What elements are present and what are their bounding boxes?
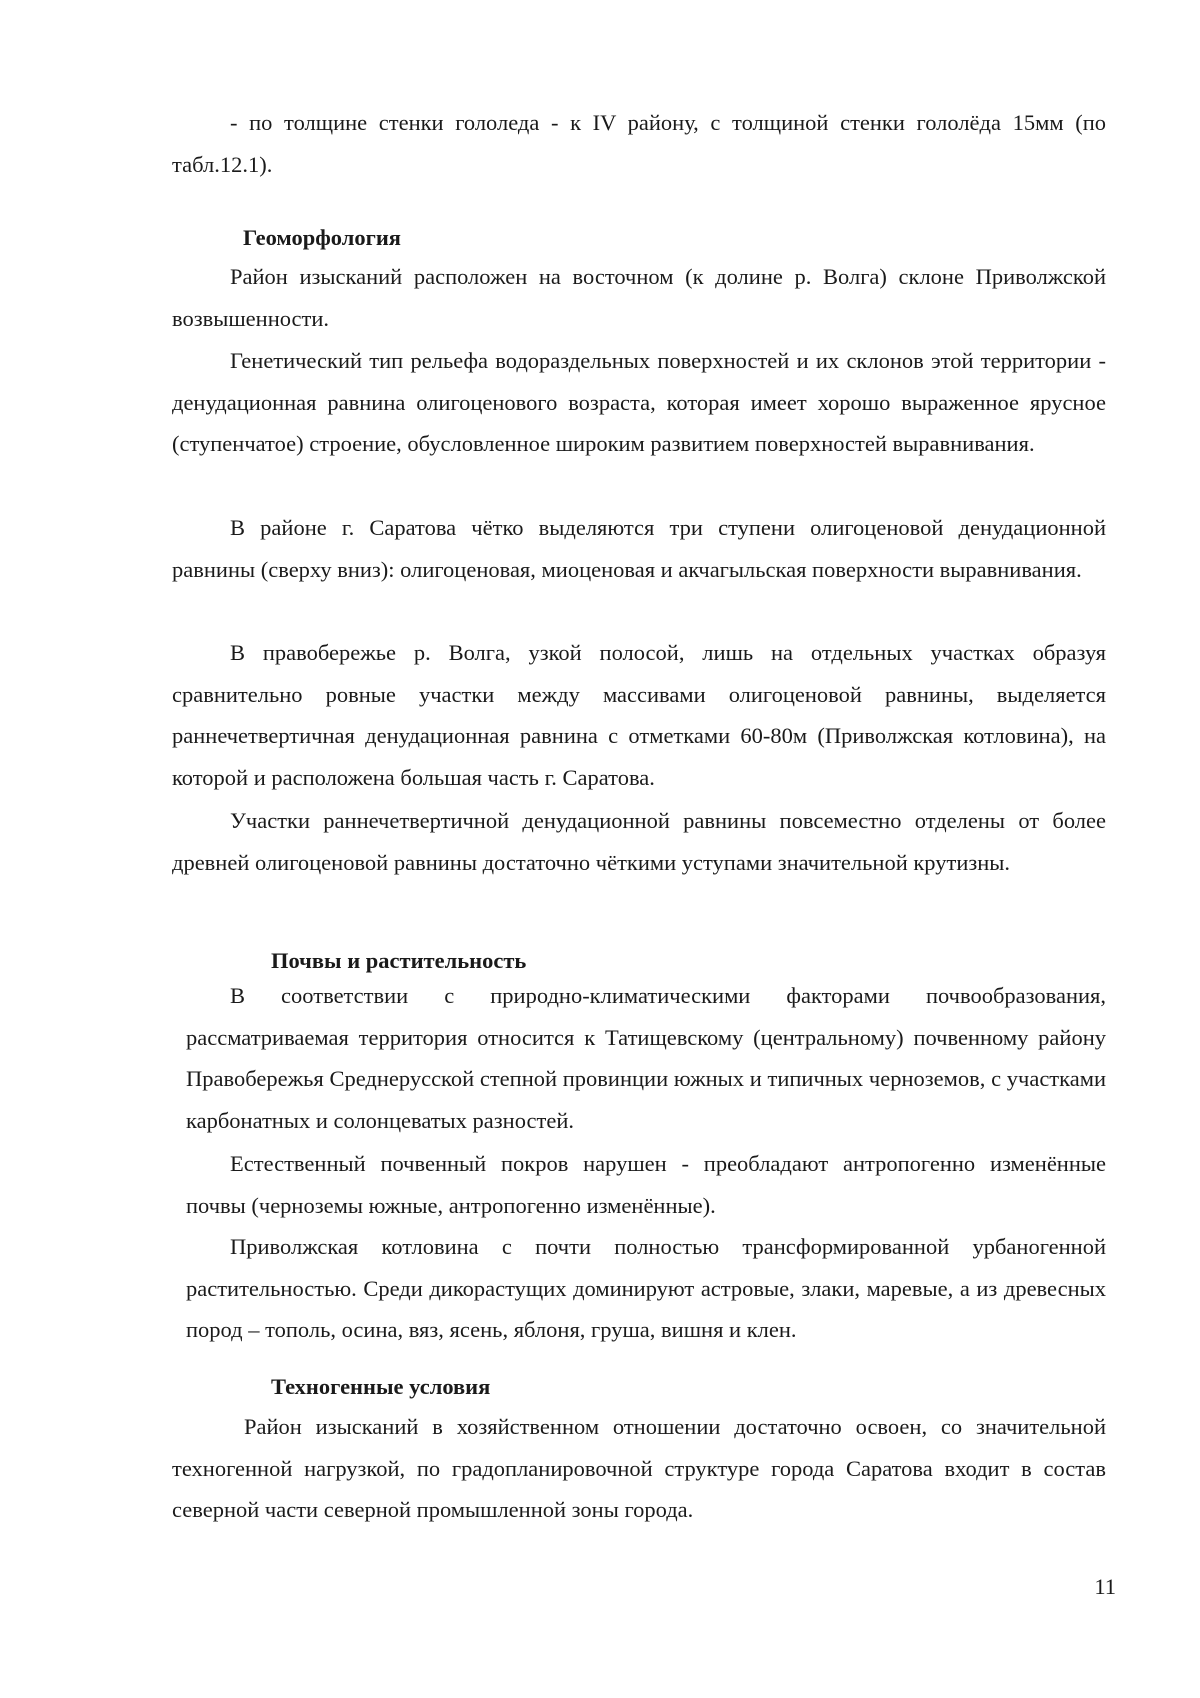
paragraph-geomorphology-1: Район изысканий расположен на восточном (к долине р. Волга) склоне Приволжской возвышенности. [172,264,1106,331]
paragraph-ice-wall: - по толщине стенки гололеда - к IV району, с толщиной стенки гололёда 15мм (по табл.12.1). [172,110,1106,177]
paragraph-geomorphology-3: В районе г. Саратова чётко выделяются три ступени олигоценовой денудационной равнины (сверху вниз): олигоценовая, миоценовая и акчагыльская поверхности выравнивания. [172,515,1106,582]
heading-technogenic-conditions: Техногенные условия [271,1374,491,1399]
page-number: 11 [1094,1574,1116,1599]
heading-soils-vegetation: Почвы и растительность [271,948,527,973]
paragraph-soils-3: Приволжская котловина с почти полностью трансформированной урбаногенной растительностью. Среди дикорастущих доминируют астровые, злаки, маревые, а из древесных пород – тополь, осина, вяз, ясень, яблоня, груша, вишня и клен. [186,1234,1106,1342]
paragraph-technogenic-1: Район изысканий в хозяйственном отношении достаточно освоен, со значительной техногенной нагрузкой, по градопланировочной структуре города Саратова входит в состав северной части северной промышленной зоны города. [172,1414,1106,1522]
paragraph-geomorphology-2: Генетический тип рельефа водораздельных поверхностей и их склонов этой территории - денудационная равнина олигоценового возраста, которая имеет хорошо выраженное ярусное (ступенчатое) строение, обусловленное широким развитием поверхностей выравнивания. [172,348,1106,456]
paragraph-geomorphology-5: Участки раннечетвертичной денудационной равнины повсеместно отделены от более древней олигоценовой равнины достаточно чёткими уступами значительной крутизны. [172,808,1106,875]
paragraph-soils-2: Естественный почвенный покров нарушен - преобладают антропогенно изменённые почвы (черноземы южные, антропогенно изменённые). [186,1151,1106,1218]
paragraph-soils-1: В соответствии с природно-климатическими факторами почвообразования, рассматриваемая территория относится к Татищевскому (центральному) почвенному району Правобережья Среднерусской степной провинции южных и типичных черноземов, с участками карбонатных и солонцеватых разностей. [186,983,1106,1133]
paragraph-geomorphology-4: В правобережье р. Волга, узкой полосой, лишь на отдельных участках образуя сравнительно ровные участки между массивами олигоценовой равнины, выделяется раннечетвертичная денудационная равнина с отметками 60-80м (Приволжская котловина), на которой и расположена большая часть г. Саратова. [172,640,1106,790]
heading-geomorphology: Геоморфология [243,225,401,250]
